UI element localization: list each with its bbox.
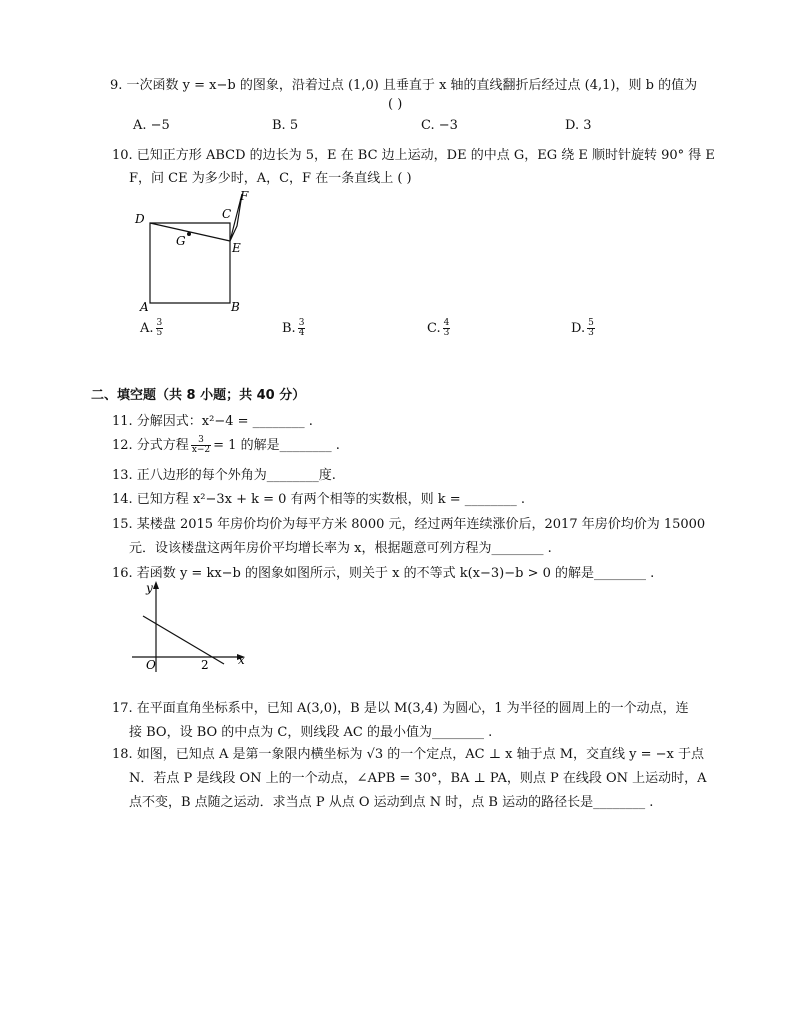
label-b: B bbox=[231, 300, 240, 314]
label-c: C bbox=[222, 207, 232, 221]
fraction-denominator: 3 bbox=[588, 328, 594, 338]
section-heading: 二、填空题（共 8 小题；共 40 分） bbox=[91, 388, 306, 403]
option-letter: D. bbox=[571, 321, 586, 336]
q17-stem-line2: 接 BO，设 BO 的中点为 C，则线段 AC 的最小值为________ . bbox=[129, 725, 493, 740]
option-letter: B. bbox=[282, 321, 296, 336]
fraction-numerator: 4 bbox=[443, 318, 450, 328]
y-axis-arrow bbox=[153, 581, 159, 589]
fraction-numerator: 3 bbox=[191, 436, 211, 446]
q10-option-d bbox=[571, 319, 597, 338]
option-letter: A. bbox=[140, 321, 154, 336]
q9-option-d: D. 3 bbox=[565, 118, 592, 133]
option-fraction bbox=[587, 319, 595, 338]
q13-stem: 13. 正八边形的每个外角为________度. bbox=[112, 468, 336, 483]
q9-answer-paren: ( ) bbox=[388, 97, 403, 112]
q17-stem-line1: 17. 在平面直角坐标系中，已知 A(3,0)，B 是以 M(3,4) 为圆心，1 为半径的圆周上的一个动点，连 bbox=[112, 701, 689, 716]
q10-option-a bbox=[140, 319, 165, 338]
fraction-numerator: 3 bbox=[298, 318, 305, 328]
q12-prefix: 12. 分式方程 bbox=[112, 438, 189, 453]
q9-stem-line1: 9. 一次函数 y = x−b 的图象，沿着过点 (1,0) 且垂直于 x 轴的直线翻折后经过点 (4,1)，则 b 的值为 bbox=[110, 78, 698, 93]
option-fraction bbox=[298, 319, 306, 338]
q10-option-c bbox=[427, 319, 452, 338]
label-two: 2 bbox=[201, 658, 209, 672]
q18-stem-line1: 18. 如图，已知点 A 是第一象限内横坐标为 √3 的一个定点，AC ⊥ x 轴于点 M，交直线 y = −x 于点 bbox=[112, 747, 705, 762]
q12-fraction bbox=[191, 436, 211, 455]
q12-stem bbox=[112, 434, 340, 455]
q15-stem-line2: 元．设该楼盘这两年房价平均增长率为 x，根据题意可列方程为________ . bbox=[129, 541, 552, 556]
fraction-denominator: 4 bbox=[298, 328, 305, 338]
q10-option-b bbox=[282, 319, 307, 338]
q18-stem-line2: N．若点 P 是线段 ON 上的一个动点，∠APB = 30°，BA ⊥ PA，则点 P 在线段 ON 上运动时，A bbox=[129, 771, 707, 786]
q9-option-a: A. −5 bbox=[133, 118, 170, 133]
fraction-denominator: 3 bbox=[443, 328, 450, 338]
segment-de bbox=[150, 223, 230, 241]
q10-square-figure bbox=[128, 186, 263, 318]
label-a: A bbox=[140, 300, 149, 314]
point-g bbox=[187, 232, 191, 236]
fraction-denominator: x−2 bbox=[191, 445, 211, 455]
label-f: F bbox=[240, 189, 249, 203]
label-d: D bbox=[135, 212, 145, 226]
q16-graph-figure bbox=[128, 578, 258, 678]
label-y: y bbox=[146, 581, 153, 595]
label-x: x bbox=[238, 653, 245, 667]
fraction-numerator: 5 bbox=[588, 318, 594, 328]
q12-suffix: = 1 的解是________ . bbox=[213, 438, 340, 453]
label-g: G bbox=[176, 234, 186, 248]
fraction-denominator: 5 bbox=[156, 328, 163, 338]
q9-option-b: B. 5 bbox=[272, 118, 299, 133]
option-letter: C. bbox=[427, 321, 441, 336]
option-fraction bbox=[156, 319, 164, 338]
q18-stem-line3: 点不变，B 点随之运动．求当点 P 从点 O 运动到点 N 时，点 B 运动的路径长是________ . bbox=[129, 795, 654, 810]
option-fraction bbox=[443, 319, 451, 338]
q15-stem-line1: 15. 某楼盘 2015 年房价均价为每平方米 8000 元，经过两年连续涨价后，2017 年房价均价为 15000 bbox=[112, 517, 706, 532]
label-origin: O bbox=[146, 658, 156, 672]
q10-stem-line1: 10. 已知正方形 ABCD 的边长为 5，E 在 BC 边上运动，DE 的中点 G，EG 绕 E 顺时针旋转 90° 得 E bbox=[112, 148, 715, 163]
q16-stem: 16. 若函数 y = kx−b 的图象如图所示，则关于 x 的不等式 k(x−3)−b > 0 的解是________ . bbox=[112, 566, 655, 581]
q11-stem: 11. 分解因式：x²−4 = ________ . bbox=[112, 414, 313, 429]
q14-stem: 14. 已知方程 x²−3x + k = 0 有两个相等的实数根，则 k = ________ . bbox=[112, 492, 526, 507]
q10-stem-line2: F，问 CE 为多少时，A，C，F 在一条直线上 ( ) bbox=[129, 171, 412, 186]
q9-option-c: C. −3 bbox=[421, 118, 458, 133]
fraction-numerator: 3 bbox=[156, 318, 163, 328]
label-e: E bbox=[232, 241, 241, 255]
